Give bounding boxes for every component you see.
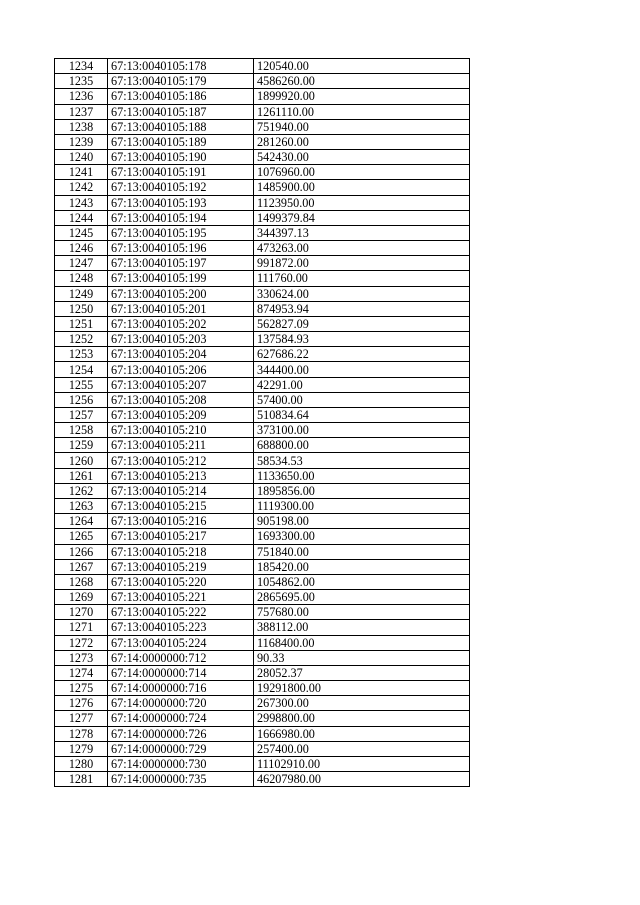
cadastral-number-cell: 67:13:0040105:218 [108, 544, 254, 559]
cadastral-number-cell: 67:13:0040105:221 [108, 590, 254, 605]
table-row [55, 453, 470, 468]
cadastral-number-cell: 67:14:0000000:729 [108, 741, 254, 756]
row-number-cell: 1245 [55, 225, 108, 240]
value-cell: 373100.00 [254, 423, 470, 438]
table-row [55, 195, 470, 210]
table-row [55, 605, 470, 620]
row-number-cell: 1237 [55, 104, 108, 119]
table-row [55, 407, 470, 422]
table-row [55, 498, 470, 513]
cadastral-number-cell: 67:13:0040105:215 [108, 498, 254, 513]
cadastral-number-cell: 67:13:0040105:223 [108, 620, 254, 635]
table-row [55, 483, 470, 498]
row-number-cell: 1271 [55, 620, 108, 635]
value-cell: 137584.93 [254, 332, 470, 347]
value-cell: 58534.53 [254, 453, 470, 468]
value-cell: 42291.00 [254, 377, 470, 392]
row-number-cell: 1253 [55, 347, 108, 362]
value-cell: 751940.00 [254, 119, 470, 134]
value-cell: 1693300.00 [254, 529, 470, 544]
table-row [55, 711, 470, 726]
value-cell: 1123950.00 [254, 195, 470, 210]
row-number-cell: 1272 [55, 635, 108, 650]
row-number-cell: 1252 [55, 332, 108, 347]
row-number-cell: 1236 [55, 89, 108, 104]
cadastral-number-cell: 67:13:0040105:206 [108, 362, 254, 377]
value-cell: 751840.00 [254, 544, 470, 559]
table-row [55, 59, 470, 74]
value-cell: 19291800.00 [254, 681, 470, 696]
row-number-cell: 1235 [55, 74, 108, 89]
value-cell: 1119300.00 [254, 498, 470, 513]
row-number-cell: 1269 [55, 590, 108, 605]
cadastral-number-cell: 67:14:0000000:724 [108, 711, 254, 726]
value-cell: 281260.00 [254, 134, 470, 149]
row-number-cell: 1238 [55, 119, 108, 134]
table-row [55, 150, 470, 165]
row-number-cell: 1261 [55, 468, 108, 483]
table-row [55, 392, 470, 407]
cadastral-number-cell: 67:13:0040105:196 [108, 241, 254, 256]
value-cell: 1499379.84 [254, 210, 470, 225]
value-cell: 562827.09 [254, 316, 470, 331]
table-row [55, 347, 470, 362]
cadastral-number-cell: 67:13:0040105:219 [108, 559, 254, 574]
row-number-cell: 1251 [55, 316, 108, 331]
value-cell: 1054862.00 [254, 574, 470, 589]
cadastral-number-cell: 67:13:0040105:220 [108, 574, 254, 589]
row-number-cell: 1260 [55, 453, 108, 468]
row-number-cell: 1281 [55, 772, 108, 787]
table-row [55, 165, 470, 180]
value-cell: 1666980.00 [254, 726, 470, 741]
table-row [55, 772, 470, 787]
table-row [55, 544, 470, 559]
cadastral-number-cell: 67:13:0040105:201 [108, 301, 254, 316]
table-row [55, 438, 470, 453]
value-cell: 1168400.00 [254, 635, 470, 650]
cadastral-number-cell: 67:13:0040105:222 [108, 605, 254, 620]
row-number-cell: 1264 [55, 514, 108, 529]
cadastral-number-cell: 67:13:0040105:199 [108, 271, 254, 286]
cadastral-number-cell: 67:13:0040105:214 [108, 483, 254, 498]
table-row [55, 681, 470, 696]
row-number-cell: 1241 [55, 165, 108, 180]
cadastral-number-cell: 67:13:0040105:190 [108, 150, 254, 165]
table-row [55, 696, 470, 711]
row-number-cell: 1273 [55, 650, 108, 665]
table-row [55, 756, 470, 771]
table-row [55, 574, 470, 589]
table-row [55, 119, 470, 134]
table-row [55, 104, 470, 119]
value-cell: 388112.00 [254, 620, 470, 635]
value-cell: 11102910.00 [254, 756, 470, 771]
table-row [55, 559, 470, 574]
row-number-cell: 1246 [55, 241, 108, 256]
value-cell: 330624.00 [254, 286, 470, 301]
cadastral-number-cell: 67:13:0040105:189 [108, 134, 254, 149]
row-number-cell: 1234 [55, 59, 108, 74]
cadastral-number-cell: 67:14:0000000:726 [108, 726, 254, 741]
table-row [55, 741, 470, 756]
row-number-cell: 1256 [55, 392, 108, 407]
cadastral-number-cell: 67:14:0000000:712 [108, 650, 254, 665]
cadastral-number-cell: 67:13:0040105:187 [108, 104, 254, 119]
row-number-cell: 1278 [55, 726, 108, 741]
table-row [55, 74, 470, 89]
cadastral-number-cell: 67:13:0040105:217 [108, 529, 254, 544]
table-row [55, 635, 470, 650]
cadastral-number-cell: 67:14:0000000:730 [108, 756, 254, 771]
cadastral-number-cell: 67:13:0040105:178 [108, 59, 254, 74]
table-row [55, 286, 470, 301]
cadastral-number-cell: 67:13:0040105:197 [108, 256, 254, 271]
value-cell: 473263.00 [254, 241, 470, 256]
cadastral-number-cell: 67:13:0040105:204 [108, 347, 254, 362]
value-cell: 905198.00 [254, 514, 470, 529]
cadastral-number-cell: 67:13:0040105:179 [108, 74, 254, 89]
table-row [55, 225, 470, 240]
table-row [55, 301, 470, 316]
table-row [55, 210, 470, 225]
table-row [55, 665, 470, 680]
table-row [55, 362, 470, 377]
value-cell: 267300.00 [254, 696, 470, 711]
cadastral-number-cell: 67:13:0040105:224 [108, 635, 254, 650]
table-row [55, 423, 470, 438]
cadastral-number-cell: 67:13:0040105:202 [108, 316, 254, 331]
table-row [55, 332, 470, 347]
cadastral-number-cell: 67:14:0000000:716 [108, 681, 254, 696]
table-row [55, 377, 470, 392]
cadastral-number-cell: 67:14:0000000:735 [108, 772, 254, 787]
row-number-cell: 1274 [55, 665, 108, 680]
value-cell: 1899920.00 [254, 89, 470, 104]
value-cell: 57400.00 [254, 392, 470, 407]
cadastral-number-cell: 67:14:0000000:714 [108, 665, 254, 680]
row-number-cell: 1249 [55, 286, 108, 301]
value-cell: 185420.00 [254, 559, 470, 574]
table-row [55, 180, 470, 195]
table-body [55, 59, 470, 787]
value-cell: 2998800.00 [254, 711, 470, 726]
value-cell: 4586260.00 [254, 74, 470, 89]
cadastral-number-cell: 67:13:0040105:209 [108, 407, 254, 422]
table-row [55, 514, 470, 529]
value-cell: 627686.22 [254, 347, 470, 362]
value-cell: 1261110.00 [254, 104, 470, 119]
cadastral-number-cell: 67:13:0040105:207 [108, 377, 254, 392]
value-cell: 344397.13 [254, 225, 470, 240]
cadastral-number-cell: 67:13:0040105:191 [108, 165, 254, 180]
row-number-cell: 1250 [55, 301, 108, 316]
table-row [55, 89, 470, 104]
value-cell: 1485900.00 [254, 180, 470, 195]
row-number-cell: 1263 [55, 498, 108, 513]
row-number-cell: 1265 [55, 529, 108, 544]
value-cell: 1895856.00 [254, 483, 470, 498]
row-number-cell: 1277 [55, 711, 108, 726]
value-cell: 542430.00 [254, 150, 470, 165]
cadastral-number-cell: 67:13:0040105:195 [108, 225, 254, 240]
cadastral-number-cell: 67:13:0040105:186 [108, 89, 254, 104]
row-number-cell: 1275 [55, 681, 108, 696]
cadastral-value-table [54, 58, 470, 787]
row-number-cell: 1276 [55, 696, 108, 711]
row-number-cell: 1247 [55, 256, 108, 271]
value-cell: 2865695.00 [254, 590, 470, 605]
row-number-cell: 1257 [55, 407, 108, 422]
table-row [55, 134, 470, 149]
row-number-cell: 1259 [55, 438, 108, 453]
cadastral-number-cell: 67:13:0040105:192 [108, 180, 254, 195]
row-number-cell: 1268 [55, 574, 108, 589]
table-row [55, 620, 470, 635]
value-cell: 257400.00 [254, 741, 470, 756]
cadastral-number-cell: 67:13:0040105:188 [108, 119, 254, 134]
value-cell: 111760.00 [254, 271, 470, 286]
value-cell: 688800.00 [254, 438, 470, 453]
table-row [55, 316, 470, 331]
row-number-cell: 1280 [55, 756, 108, 771]
value-cell: 120540.00 [254, 59, 470, 74]
value-cell: 46207980.00 [254, 772, 470, 787]
cadastral-number-cell: 67:13:0040105:210 [108, 423, 254, 438]
value-cell: 757680.00 [254, 605, 470, 620]
cadastral-number-cell: 67:13:0040105:211 [108, 438, 254, 453]
value-cell: 1076960.00 [254, 165, 470, 180]
row-number-cell: 1254 [55, 362, 108, 377]
row-number-cell: 1244 [55, 210, 108, 225]
row-number-cell: 1266 [55, 544, 108, 559]
row-number-cell: 1248 [55, 271, 108, 286]
row-number-cell: 1270 [55, 605, 108, 620]
table-row [55, 241, 470, 256]
row-number-cell: 1242 [55, 180, 108, 195]
table-row [55, 529, 470, 544]
value-cell: 344400.00 [254, 362, 470, 377]
cadastral-number-cell: 67:13:0040105:216 [108, 514, 254, 529]
value-cell: 874953.94 [254, 301, 470, 316]
row-number-cell: 1255 [55, 377, 108, 392]
row-number-cell: 1258 [55, 423, 108, 438]
value-cell: 28052.37 [254, 665, 470, 680]
table-row [55, 650, 470, 665]
row-number-cell: 1240 [55, 150, 108, 165]
value-cell: 1133650.00 [254, 468, 470, 483]
cadastral-number-cell: 67:13:0040105:212 [108, 453, 254, 468]
table-row [55, 726, 470, 741]
table-row [55, 256, 470, 271]
row-number-cell: 1267 [55, 559, 108, 574]
row-number-cell: 1279 [55, 741, 108, 756]
row-number-cell: 1239 [55, 134, 108, 149]
cadastral-number-cell: 67:13:0040105:200 [108, 286, 254, 301]
table-row [55, 271, 470, 286]
value-cell: 90.33 [254, 650, 470, 665]
cadastral-number-cell: 67:13:0040105:213 [108, 468, 254, 483]
value-cell: 991872.00 [254, 256, 470, 271]
table-row [55, 590, 470, 605]
cadastral-number-cell: 67:14:0000000:720 [108, 696, 254, 711]
cadastral-number-cell: 67:13:0040105:203 [108, 332, 254, 347]
table-row [55, 468, 470, 483]
value-cell: 510834.64 [254, 407, 470, 422]
row-number-cell: 1262 [55, 483, 108, 498]
cadastral-number-cell: 67:13:0040105:208 [108, 392, 254, 407]
cadastral-number-cell: 67:13:0040105:194 [108, 210, 254, 225]
cadastral-number-cell: 67:13:0040105:193 [108, 195, 254, 210]
row-number-cell: 1243 [55, 195, 108, 210]
